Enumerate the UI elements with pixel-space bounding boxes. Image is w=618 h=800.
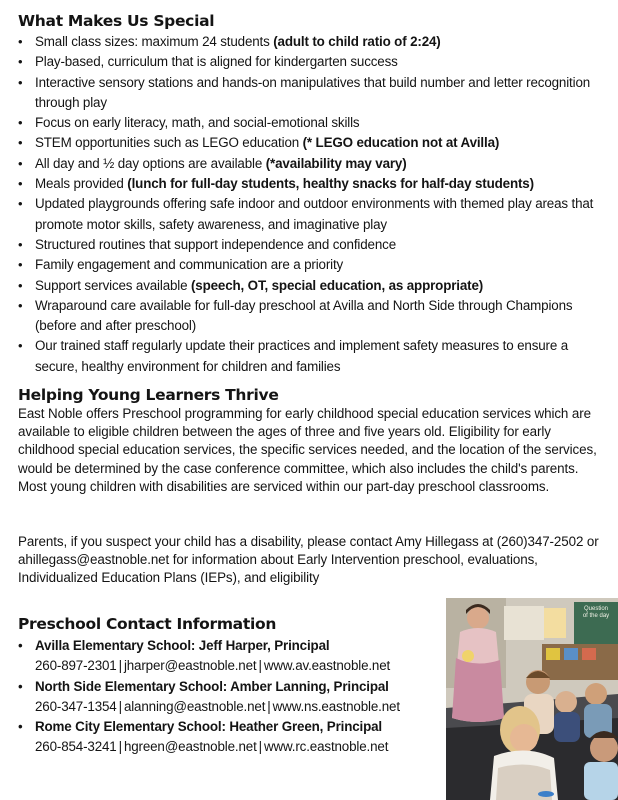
contact-phone: 260-897-2301 [35, 658, 117, 674]
section-heading-contact: Preschool Contact Information [18, 615, 277, 633]
contact-email: alanning@eastnoble.net [123, 698, 266, 714]
contact-school: • Avilla Elementary School: Jeff Harper, Principal [35, 638, 330, 653]
feature-text: STEM opportunities such as LEGO education [35, 135, 303, 151]
features-list [18, 32, 608, 377]
feature-text: Focus on early literacy, math, and social-emotional skills [35, 115, 360, 131]
feature-note: (speech, OT, special education, as appropriate) [190, 277, 484, 293]
feature-text: Support services available [35, 277, 191, 293]
feature-note: (* LEGO education not at Avilla) [302, 135, 500, 151]
feature-text: Meals provided [35, 176, 128, 192]
section-heading-special: What Makes Us Special [18, 12, 215, 30]
feature-text: Structured routines that support independence and confidence [35, 236, 396, 252]
feature-item [18, 32, 608, 52]
feature-text: Play-based, curriculum that is aligned for kindergarten success [35, 54, 398, 70]
contact-list [18, 636, 458, 758]
contact-website: www.rc.eastnoble.net [263, 739, 389, 755]
feature-item [18, 73, 608, 114]
contact-item [18, 717, 458, 758]
feature-item [18, 133, 608, 153]
contact-school: • North Side Elementary School: Amber Lanning, Principal [35, 678, 389, 694]
contact-email: hgreen@eastnoble.net [123, 739, 257, 755]
contact-phone: 260-854-3241 [35, 739, 117, 755]
feature-text: Updated playgrounds offering safe indoor and outdoor environments with themed play areas that promote motor skills, safety awareness, and imaginative play [35, 196, 594, 232]
contact-item [18, 636, 458, 677]
feature-text: Interactive sensory stations and hands-on manipulatives that build number and letter recognition through play [35, 74, 591, 110]
feature-text: Our trained staff regularly update their practices and implement safety measures to ensure a secure, healthy environment for children and families [35, 338, 569, 374]
feature-item [18, 255, 608, 275]
feature-item [18, 296, 608, 337]
feature-item [18, 174, 608, 194]
contact-website: www.ns.eastnoble.net [272, 698, 400, 714]
contact-details: 260-347-1354 | alanning@eastnoble.net | www.ns.eastnoble.net [35, 698, 400, 714]
contact-details: 260-897-2301 | jharper@eastnoble.net | www.av.eastnoble.net [35, 658, 391, 674]
contact-phone: 260-347-1354 [35, 698, 117, 714]
feature-item [18, 336, 608, 377]
feature-note: (adult to child ratio of 2:24) [273, 34, 441, 49]
contact-website: www.av.eastnoble.net [263, 658, 391, 674]
board-day-text: of the day [582, 613, 610, 619]
feature-item [18, 194, 608, 235]
feature-item [18, 52, 608, 72]
contact-item [18, 677, 458, 718]
feature-text: Family engagement and communication are a priority [35, 257, 344, 273]
feature-text: All day and ½ day options are available [35, 155, 266, 171]
board-question-text: Question [583, 606, 609, 612]
feature-item [18, 235, 608, 255]
contact-school: • Rome City Elementary School: Heather Green, Principal [35, 719, 383, 735]
feature-item [18, 154, 608, 174]
section-heading-thrive: Helping Young Learners Thrive [18, 386, 279, 404]
classroom-photo [446, 598, 618, 800]
feature-item [18, 113, 608, 133]
thrive-paragraph-2: Parents, if you suspect your child has a disability, please contact Amy Hillegass at (260)347-2502 or ahillegass@eastnoble.net for information about Early Intervention preschool, evaluations, Individualized Education Plans (IEPs), and eligibility [18, 534, 599, 586]
feature-item [18, 276, 608, 296]
thrive-paragraph-1: East Noble offers Preschool programming for early childhood special education services which are available to eligible children between the ages of three and five years old. Eligibility for early childhood special education services, the specific services needed, and the location of the services, would be determined by the case conference committee, which also includes the child's parents. Most young children with disabilities are serviced within our part-day preschool classrooms. [18, 406, 597, 494]
feature-note: (*availability may vary) [265, 155, 407, 171]
contact-details: 260-854-3241 | hgreen@eastnoble.net | www.rc.eastnoble.net [35, 739, 389, 755]
feature-text: Small class sizes: maximum 24 students [35, 34, 274, 49]
feature-note: (lunch for full-day students, healthy snacks for half-day students) [127, 176, 534, 192]
feature-text: Wraparound care available for full-day preschool at Avilla and North Side through Champions (before and after preschool) [35, 297, 573, 334]
contact-email: jharper@eastnoble.net [123, 658, 257, 674]
